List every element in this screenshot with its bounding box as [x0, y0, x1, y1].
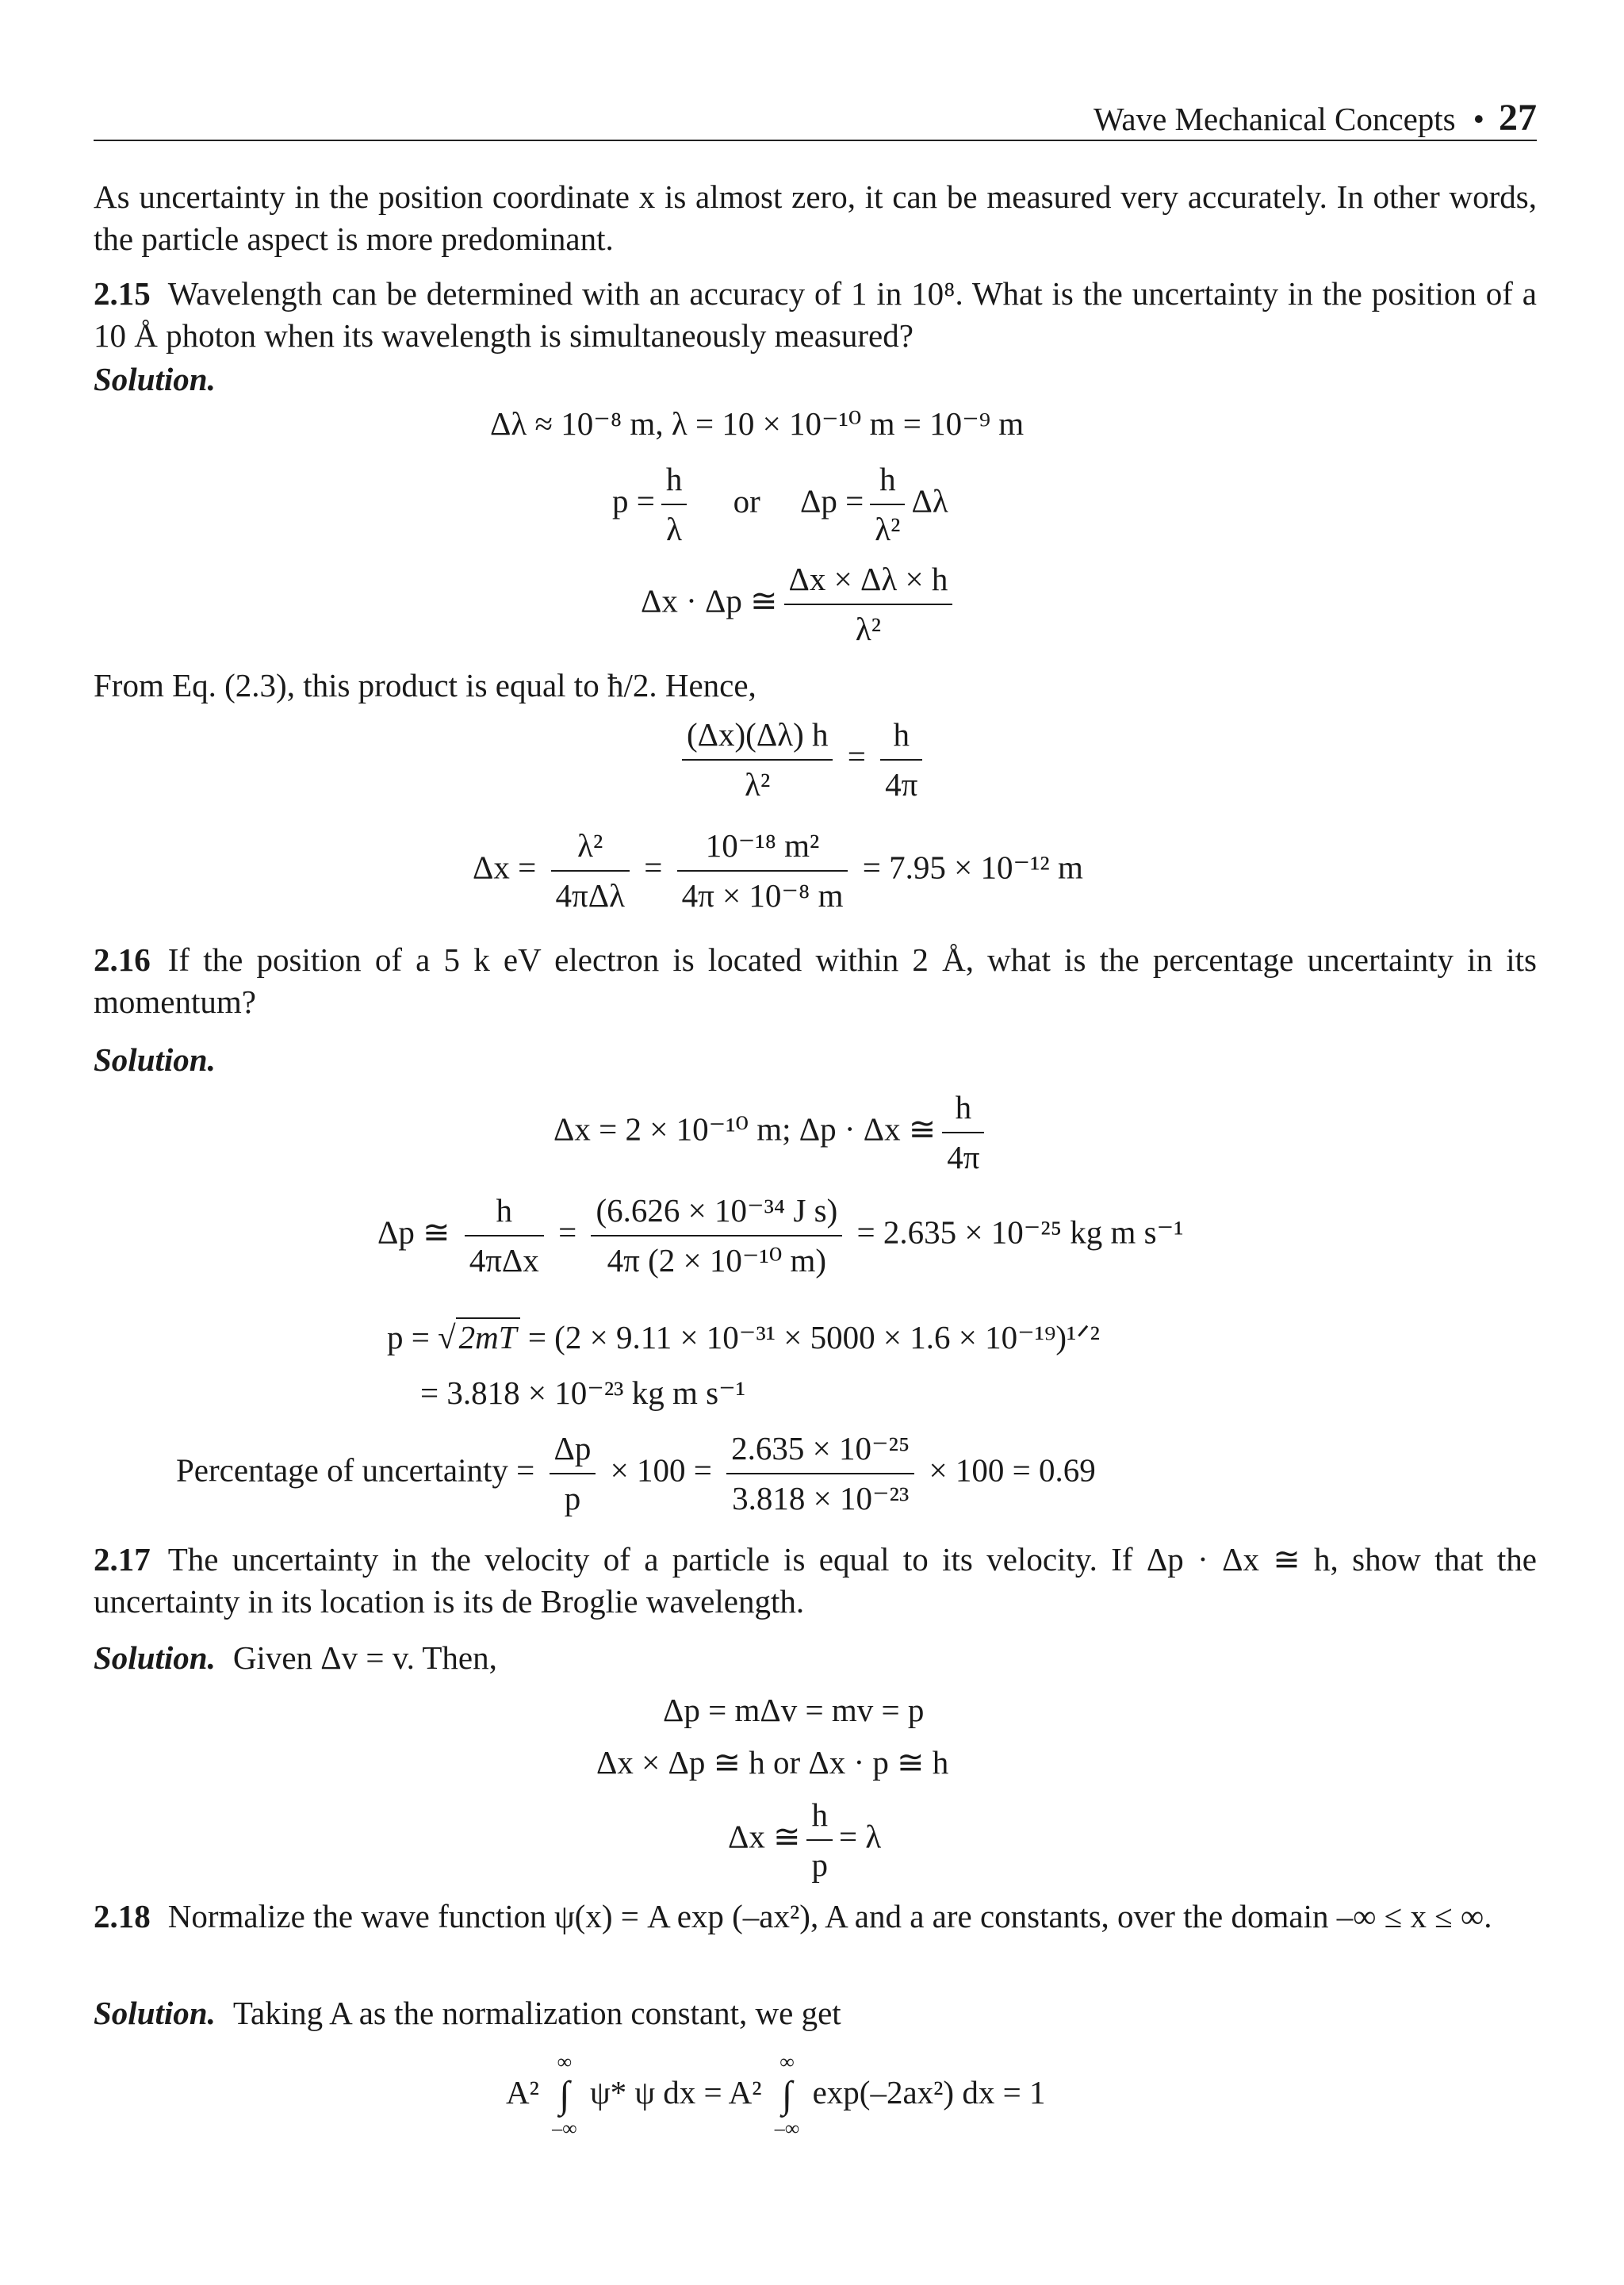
equation: Percentage of uncertainty = $\frac{\Delta p}{p}$ × 100 = $\frac{\text{2.635 × 10⁻²⁵}}{\text{3.818 × 10⁻²³}}$ × 100 = 0.69 [176, 1428, 1096, 1520]
bullet-separator: • [1473, 101, 1484, 137]
integral-sign: ∞ ∫ –∞ [774, 2050, 800, 2141]
equation: Δx × Δp ≅ h or Δx · p ≅ h [596, 1744, 949, 1781]
problem-text: Wavelength can be determined with an accuracy of 1 in 10⁸. What is the uncertainty in the position of a 10 Å photon when its wavelength is simultaneously measured? [94, 275, 1537, 355]
equation: Δx ≅ $\frac{h}{p}$ = λ [728, 1794, 881, 1887]
problem-text: Normalize the wave function ψ(x) = A exp (–ax²), A and a are constants, over the domain –∞ ≤ x ≤ ∞. [167, 1898, 1492, 1934]
equation: A² ∞ ∫ –∞ ψ* ψ dx = A² ∞ ∫ –∞ exp(–2ax²) dx = 1 [506, 2048, 1045, 2144]
intro-paragraph: As uncertainty in the position coordinate x is almost zero, it can be measured very accurately. In other words, the particle aspect is more predominant. [94, 178, 1537, 258]
solution-label: Solution. [94, 1041, 216, 1078]
equation: = 3.818 × 10⁻²³ kg m s⁻¹ [420, 1374, 745, 1411]
problem-text: The uncertainty in the velocity of a particle is equal to its velocity. If Δp · Δx ≅ h, show that the uncertainty in its location is its de Broglie wavelength. [94, 1541, 1537, 1620]
equation: Δp = mΔv = mv = p [663, 1692, 925, 1728]
equation: p = √2mT = (2 × 9.11 × 10⁻³¹ × 5000 × 1.6 × 10⁻¹⁹)¹ᐟ² [387, 1319, 1100, 1355]
problem-text: If the position of a 5 k eV electron is located within 2 Å, what is the percentage uncertainty in its momentum? [94, 941, 1537, 1021]
running-title: Wave Mechanical Concepts [1094, 101, 1456, 137]
problem-number: 2.15 [94, 275, 151, 312]
equation: Δx · Δp ≅ $\frac{\Delta x \times \Delta\lambda \times h}{\text{λ²}}$ [641, 558, 959, 651]
problem-number: 2.18 [94, 1898, 151, 1934]
equation: p = $\frac{h}{\lambda}$ or Δp = $\frac{h}{\text{λ²}}$ Δλ [612, 458, 948, 551]
page-number: 27 [1499, 97, 1537, 139]
equation: $\frac{(\Delta x)(\Delta\lambda) h}{\text{λ²}}$ = $\frac{h}{4\pi}$ [676, 714, 929, 807]
problem-number: 2.16 [94, 941, 151, 978]
paragraph: From Eq. (2.3), this product is equal to ħ/2. Hence, [94, 667, 756, 704]
equation: Δp ≅ $\frac{h}{\text{4πΔx}}$ = $\frac{\text{(6.626 × 10⁻³⁴ J s)}}{\text{4π (2 × 10⁻¹⁰ m)}}$ = 2.635 × 10⁻²⁵ kg m s⁻¹ [377, 1190, 1184, 1282]
equation: Δx = 2 × 10⁻¹⁰ m; Δp · Δx ≅ $\frac{h}{4\pi}$ [553, 1087, 990, 1179]
solution-label: Solution. [94, 361, 216, 397]
integral-sign: ∞ ∫ –∞ [552, 2050, 577, 2141]
solution-line: Solution. Taking A as the normalization constant, we get [94, 1995, 841, 2031]
problem-2-15 [94, 273, 1537, 358]
problem-2-18 [94, 1896, 1537, 1938]
running-header [94, 87, 1537, 141]
equation: Δλ ≈ 10⁻⁸ m, λ = 10 × 10⁻¹⁰ m = 10⁻⁹ m [490, 405, 1025, 442]
problem-number: 2.17 [94, 1541, 151, 1578]
problem-2-17 [94, 1539, 1537, 1624]
solution-line: Solution. Given Δv = v. Then, [94, 1639, 497, 1676]
problem-2-16 [94, 939, 1537, 1024]
equation: Δx = $\frac{\text{λ²}}{\text{4πΔλ}}$ = $\frac{\text{10⁻¹⁸ m²}}{\text{4π × 10⁻⁸ m}}$ = 7.95 × 10⁻¹² m [473, 825, 1083, 918]
